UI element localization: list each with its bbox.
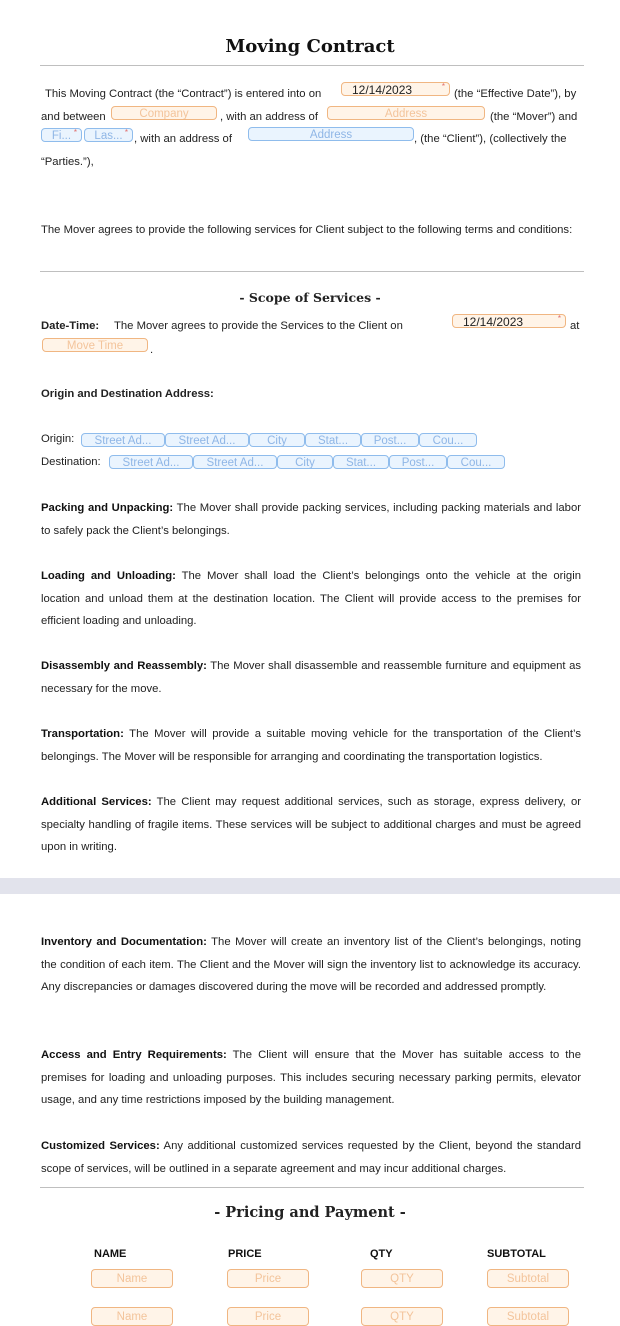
required-asterisk-icon: *	[441, 82, 445, 91]
clause-label: Access and Entry Requirements:	[41, 1049, 227, 1061]
item-name-field[interactable]: Name	[91, 1269, 173, 1288]
clause-label: Disassembly and Reassembly:	[41, 660, 207, 672]
service-date-field[interactable]	[452, 314, 566, 328]
clause-transportation	[41, 723, 581, 768]
clause-text: Any additional customized services requested by the Client, beyond the standard scope of services, will be outlined in a separate agreement and may incur additional charges.	[41, 1140, 582, 1175]
scope-heading: - Scope of Services -	[239, 290, 381, 305]
clause-customized	[41, 1135, 581, 1180]
at-text: at	[570, 320, 580, 332]
pricing-heading: - Pricing and Payment -	[214, 1204, 406, 1221]
origin-label: Origin:	[41, 433, 75, 445]
clause-text: The Client will ensure that the Mover has suitable access to the premises for loading and unloading purposes. This includes securing necessary parking permits, elevator usage, and any time restrictions imposed by the building management.	[41, 1049, 581, 1107]
required-asterisk-icon: *	[557, 314, 561, 323]
origin-postal-field[interactable]: Post...	[361, 433, 419, 447]
column-header-name: NAME	[94, 1248, 127, 1260]
column-header-price: PRICE	[228, 1248, 262, 1260]
column-header-subtotal: SUBTOTAL	[487, 1248, 546, 1260]
client-last-name-field[interactable]	[84, 128, 133, 142]
datetime-label: Date-Time:	[41, 320, 100, 332]
section-divider	[40, 271, 584, 272]
intro-text-7: , (the “Client”), (collectively the	[414, 133, 567, 145]
origin-state-field[interactable]: Stat...	[305, 433, 361, 447]
intro-text-8: “Parties.”),	[41, 156, 94, 168]
clause-packing	[41, 497, 581, 542]
destination-city-field[interactable]: City	[277, 455, 333, 469]
clause-label: Transportation:	[41, 728, 124, 740]
destination-label: Destination:	[41, 456, 101, 468]
move-time-field[interactable]: Move Time	[42, 338, 148, 352]
required-asterisk-icon: *	[124, 128, 128, 137]
clause-label: Customized Services:	[41, 1140, 160, 1152]
service-date-value: 12/14/2023	[463, 315, 524, 328]
required-asterisk-icon: *	[73, 128, 77, 137]
agreement-text: The Mover agrees to provide the following services for Client subject to the following terms and conditions:	[41, 224, 573, 236]
item-qty-field[interactable]: QTY	[361, 1269, 443, 1288]
clause-label: Loading and Unloading:	[41, 570, 176, 582]
company-field[interactable]: Company	[111, 106, 217, 120]
client-address-field[interactable]: Address	[248, 127, 414, 141]
origin-country-field[interactable]: Cou...	[419, 433, 477, 447]
clause-text: The Mover will create an inventory list of the Client’s belongings, noting the condition of each item. The Client and the Mover will sign the inventory list to acknowledge its accuracy. Any discrepancies or damages discovered during the move will be recorded and addressed promptly.	[41, 936, 582, 994]
item-name-field[interactable]: Name	[91, 1307, 173, 1326]
clause-disassembly	[41, 655, 581, 700]
item-subtotal-field[interactable]: Subtotal	[487, 1269, 569, 1288]
effective-date-value: 12/14/2023	[352, 83, 413, 96]
destination-state-field[interactable]: Stat...	[333, 455, 389, 469]
first-name-placeholder: Fi...	[51, 130, 72, 142]
destination-street-1-field[interactable]: Street Ad...	[109, 455, 193, 469]
clause-text: The Mover will provide a suitable moving vehicle for the transportation of the Client’s belongings. The Mover will be responsible for arranging and coordinating the transportation logistics.	[41, 728, 582, 763]
clause-label: Additional Services:	[41, 796, 152, 808]
clause-text: The Client may request additional services, such as storage, express delivery, or specialty handling of fragile items. These services will be subject to additional charges and must be agreed upon in writing.	[41, 796, 581, 854]
clause-additional-services	[41, 791, 581, 859]
clause-label: Inventory and Documentation:	[41, 936, 207, 948]
item-qty-field[interactable]: QTY	[361, 1307, 443, 1326]
datetime-text: The Mover agrees to provide the Services to the Client on	[114, 320, 403, 332]
intro-text-1: This Moving Contract (the “Contract”) is entered into on	[45, 88, 322, 100]
intro-text-4: , with an address of	[220, 111, 318, 123]
last-name-placeholder: Las...	[94, 130, 123, 142]
title-divider	[40, 65, 584, 66]
intro-text-5: (the “Mover”) and	[490, 111, 578, 123]
intro-text-3: and between	[41, 111, 106, 123]
clause-inventory	[41, 931, 581, 999]
page-separator	[0, 878, 620, 894]
column-header-qty: QTY	[370, 1248, 393, 1260]
destination-postal-field[interactable]: Post...	[389, 455, 447, 469]
item-price-field[interactable]: Price	[227, 1269, 309, 1288]
address-heading: Origin and Destination Address:	[41, 388, 214, 400]
item-subtotal-field[interactable]: Subtotal	[487, 1307, 569, 1326]
intro-text-6: , with an address of	[134, 133, 232, 145]
destination-country-field[interactable]: Cou...	[447, 455, 505, 469]
period-text: .	[150, 344, 154, 356]
clause-access	[41, 1044, 581, 1112]
effective-date-field[interactable]	[341, 82, 450, 96]
destination-street-2-field[interactable]: Street Ad...	[193, 455, 277, 469]
client-first-name-field[interactable]	[41, 128, 82, 142]
origin-street-1-field[interactable]: Street Ad...	[81, 433, 165, 447]
mover-address-field[interactable]: Address	[327, 106, 485, 120]
clause-text: The Mover shall disassemble and reassemble furniture and equipment as necessary for the move.	[41, 660, 582, 695]
clause-text: The Mover shall load the Client’s belongings onto the vehicle at the origin location and unload them at the destination location. The Client will provide access to the premises for efficient loading and unloading.	[41, 570, 581, 628]
contract-page-2	[0, 894, 620, 1323]
clause-text: The Mover shall provide packing services, including packing materials and labor to safely pack the Client’s belongings.	[41, 502, 581, 537]
page-title: Moving Contract	[225, 36, 395, 57]
intro-text-2: (the “Effective Date”), by	[454, 88, 577, 100]
origin-city-field[interactable]: City	[249, 433, 305, 447]
section-divider	[40, 1187, 584, 1188]
item-price-field[interactable]: Price	[227, 1307, 309, 1326]
clause-label: Packing and Unpacking:	[41, 502, 174, 514]
clause-loading	[41, 565, 581, 633]
origin-street-2-field[interactable]: Street Ad...	[165, 433, 249, 447]
